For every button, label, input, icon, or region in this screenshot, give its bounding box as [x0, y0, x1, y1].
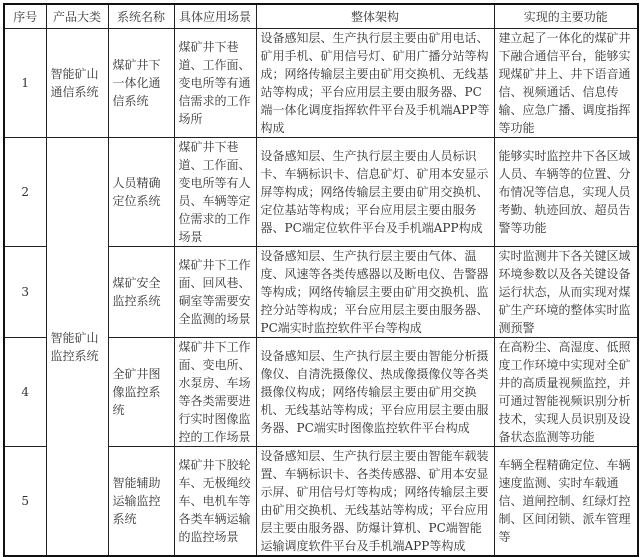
system-cell: 全矿井图像监控系统 [108, 338, 174, 447]
architecture-cell: 设备感知层、生产执行层主要由矿用电话、矿用手机、矿用信号灯、矿用广播分站等构成；网络传输层主要由矿用交换机、无线基站等构成；平台应用层主要由服务器、PC端一体化调度指挥软件平台及手机端APP等构成 [256, 29, 494, 138]
category-cell: 智能矿山通信系统 [46, 29, 108, 138]
header-row [4, 4, 638, 29]
product-system-table [3, 3, 639, 557]
function-cell: 车辆全程精确定位、车辆速度监测、实时车载通信、道闸控制、红绿灯控制、区间闭锁、派车管理等 [494, 447, 638, 557]
row-no: 4 [4, 338, 46, 447]
system-cell: 煤矿井下一体化通信系统 [108, 29, 174, 138]
row-no: 5 [4, 447, 46, 557]
architecture-cell: 设备感知层、生产执行层主要由智能分析摄像仪、自清洗摄像仪、热成像摄像仪等各类摄像仪构成；网络传输层主要由矿用交换机、无线基站等构成；平台应用层主要由服务器、PC端实时图像监控软件平台构成 [256, 338, 494, 447]
table-row [4, 138, 638, 247]
header-architecture: 整体架构 [256, 4, 494, 29]
table-row [4, 29, 638, 138]
architecture-cell: 设备感知层、生产执行层主要由智能车载装置、车辆标识卡、各类传感器、矿用本安显示屏、矿用信号灯等构成；网络传输层主要由矿用交换机、无线基站等构成；平台应用层主要由服务器、防爆计算机、PC端智能运输调度软件平台及手机端APP等构成 [256, 447, 494, 557]
scene-cell: 煤矿井下胶轮车、无极绳绞车、电机车等各类车辆运输的监控场景 [174, 447, 256, 557]
architecture-cell: 设备感知层、生产执行层主要由气体、温度、风速等各类传感器以及断电仪、告警器等构成；网络传输层主要由矿用交换机、监控分站等构成；平台应用层主要由服务器、PC端实时监控软件平台等构成 [256, 247, 494, 338]
row-no: 3 [4, 247, 46, 338]
header-no: 序号 [4, 4, 46, 29]
function-cell: 实时监测井下各关键区域环境参数以及各关键设备运行状态，从而实现对煤矿生产环境的整体实时监测预警 [494, 247, 638, 338]
header-system: 系统名称 [108, 4, 174, 29]
header-category: 产品大类 [46, 4, 108, 29]
row-no: 2 [4, 138, 46, 247]
scene-cell: 煤矿井下工作面、回风巷、硐室等需要安全监测的场景 [174, 247, 256, 338]
system-cell: 智能辅助运输监控系统 [108, 447, 174, 557]
header-scene: 具体应用场景 [174, 4, 256, 29]
scene-cell: 煤矿井下工作面、变电所、水泵房、车场等各类需要进行实时图像监控的工作场景 [174, 338, 256, 447]
function-cell: 能够实时监控井下各区域人员、车辆等的位置、分布情况等信息，实现人员考勤、轨迹回放、超员告警等功能 [494, 138, 638, 247]
system-cell: 煤矿安全监控系统 [108, 247, 174, 338]
scene-cell: 煤矿井下巷道、工作面、变电所等有人员、车辆等定位需求的工作场景 [174, 138, 256, 247]
system-cell: 人员精确定位系统 [108, 138, 174, 247]
architecture-cell: 设备感知层、生产执行层主要由人员标识卡、车辆标识卡、信息矿灯、矿用本安显示屏等构成；网络传输层主要由矿用交换机、定位基站等构成；平台应用层主要由服务器、PC端定位软件平台及手机端APP构成 [256, 138, 494, 247]
category-cell: 智能矿山监控系统 [46, 138, 108, 557]
function-cell: 在高粉尘、高湿度、低照度工作环境中实现对全矿井的高质量视频监控，并可通过智能视频识别分析技术，实现人员识别及设备状态监测等功能 [494, 338, 638, 447]
function-cell: 建立起了一体化的煤矿井下融合通信平台，能够实现煤矿井上、井下语音通信、视频通话、信息传输、应急广播、调度指挥等功能 [494, 29, 638, 138]
scene-cell: 煤矿井下巷道、工作面、变电所等有通信需求的工作场所 [174, 29, 256, 138]
row-no: 1 [4, 29, 46, 138]
header-function: 实现的主要功能 [494, 4, 638, 29]
